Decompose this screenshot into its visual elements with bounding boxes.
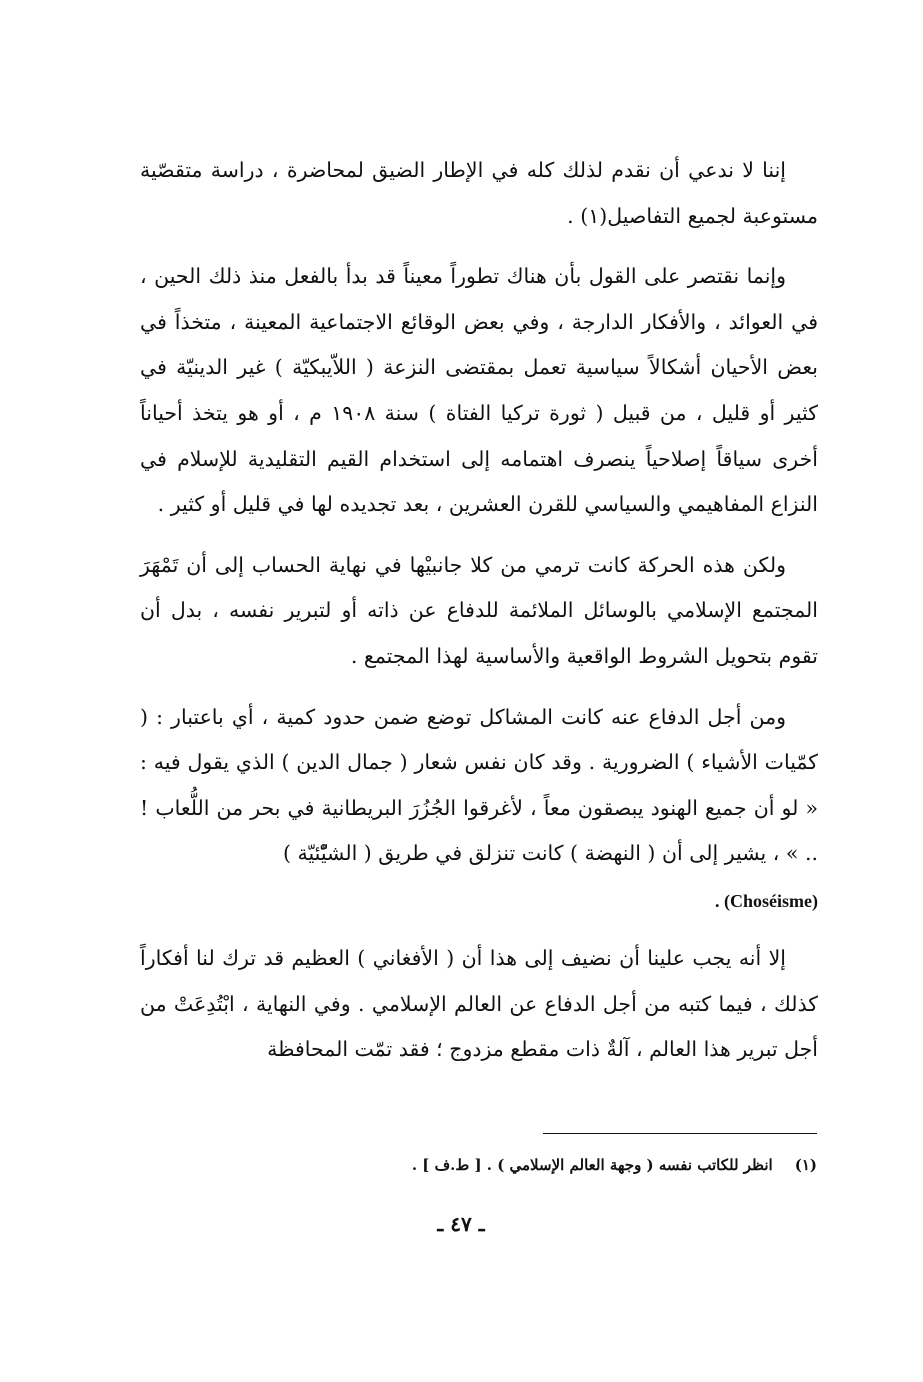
footnote-number: (١) [794,1156,817,1174]
footnote-text: انظر للكاتب نفسه ( وجهة العالم الإسلامي ) . [ ط.ف ] . [411,1156,773,1174]
latin-term: . (Choséisme) [715,890,818,911]
paragraph-2: وإنما نقتصر على القول بأن هناك تطوراً معيناً قد بدأ بالفعل منذ ذلك الحين ، في العوائد ، والأفكار الدارجة ، وفي بعض الوقائع الاجتماعية المعينة ، متخذاً في بعض الأحيان أشكالاً سياسية تعمل بمقتضى النزعة ( اللاّيبكيّة ) غير الدينيّة في كثير أو قليل ، من قبيل ( ثورة تركيا الفتاة ) سنة ١٩٠٨ م ، أو هو يتخذ أحياناً أخرى سياقاً إصلاحياً ينصرف اهتمامه إلى استخدام القيم التقليدية للإسلام في النزاع المفاهيمي والسياسي للقرن العشرين ، بعد تجديده لها في قليل أو كثير . [140,264,818,517]
page-number: ـ ٤٧ ـ [437,1212,485,1236]
footnote-divider [543,1133,817,1134]
paragraph-5: إلا أنه يجب علينا أن نضيف إلى هذا أن ( الأفغاني ) العظيم قد ترك لنا أفكاراً كذلك ، فيما كتبه من أجل الدفاع عن العالم الإسلامي . وفي النهاية ، ابْتُدِعَتْ من أجل تبرير هذا العالم ، آلةٌ ذات مقطع مزدوج ؛ فقد تمّت المحافظة [140,945,818,1062]
paragraph-4: ومن أجل الدفاع عنه كانت المشاكل توضع ضمن حدود كمية ، أي باعتبار : ( كمّيات الأشياء ) الضرورية . وقد كان نفس شعار ( جمال الدين ) الذي يقول فيه : « لو أن جميع الهنود يبصقون معاً ، لأغرقوا الجُزُرَ البريطانية في بحر من اللُّعاب ! .. » ، يشير إلى أن ( النهضة ) كانت تنزلق في طريق ( الشيّْئيّة ) [140,704,818,866]
paragraph-3: ولكن هذه الحركة كانت ترمي من كلا جانبيْها في نهاية الحساب إلى أن تَمْهَرَ المجتمع الإسلامي بالوسائل الملائمة للدفاع عن ذاته أو لتبرير نفسه ، بدل أن تقوم بتحويل الشروط الواقعية والأساسية لهذا المجتمع . [140,552,818,668]
body-text [140,148,818,1088]
paragraph-1: إننا لا ندعي أن نقدم لذلك كله في الإطار الضيق لمحاضرة ، دراسة متقصّية مستوعبة لجميع التفاصيل(١) . [140,158,818,228]
latin-term-line [140,881,818,921]
footnote [300,1150,817,1180]
